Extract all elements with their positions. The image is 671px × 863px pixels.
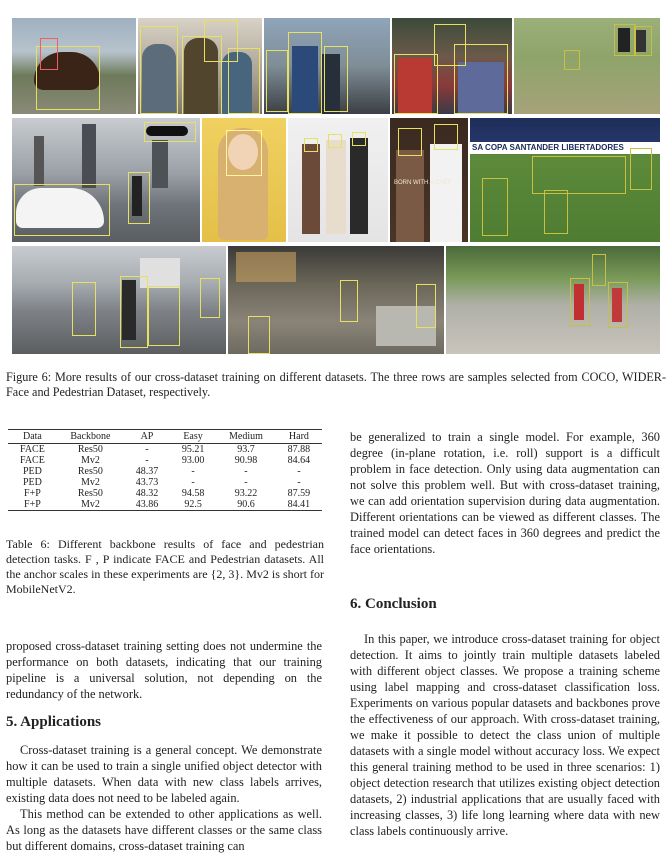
table-header-row xyxy=(8,430,322,444)
section-heading-applications: 5. Applications xyxy=(6,714,102,730)
table-row xyxy=(8,499,322,511)
photo-park-path xyxy=(446,246,660,354)
table-cell: PED xyxy=(22,466,42,477)
table-row xyxy=(8,455,322,466)
table-row xyxy=(8,466,322,477)
table-cell: Res50 xyxy=(77,444,103,455)
col-header: AP xyxy=(124,430,170,444)
results-table xyxy=(8,429,322,511)
photo-street-night xyxy=(228,246,444,354)
table-cell: - xyxy=(244,466,248,477)
table-cell: 95.21 xyxy=(181,444,205,455)
table-cell: 43.73 xyxy=(135,477,159,488)
photo-helicopter-strip xyxy=(142,118,200,142)
table-cell: 90.98 xyxy=(234,455,258,466)
col-header: Backbone xyxy=(57,430,124,444)
table-cell: - xyxy=(191,477,195,488)
photo-market-people xyxy=(392,18,512,114)
photo-soccer-field xyxy=(470,118,660,242)
table-cell: F+P xyxy=(24,488,41,499)
figure-6-photo-grid xyxy=(12,18,660,354)
photo-horse-rider xyxy=(12,18,136,114)
section-heading-conclusion: 6. Conclusion xyxy=(350,596,437,612)
photo-band-group xyxy=(288,118,388,242)
col-header: Easy xyxy=(170,430,216,444)
table-cell: 48.37 xyxy=(135,466,159,477)
table-row xyxy=(8,444,322,456)
table-caption: Table 6: Different backbone results of face and pedestrian detection tasks. F , P indicate FACE and Pedestrian datasets. All the anchor scales in these experiments are {2, 3}. Mv2 is short for MobileNetV2. xyxy=(6,537,324,596)
right-paragraph-1: be generalized to train a single model. For example, 360 degree (in-plane rotation, i.e. roll) support is a difficult problem in face detection. Only using data augmentation can not solve this problem well. But with cross-dataset training, we can add orientation supervision during data augmentation. Different orientations can be viewed as different classes. The trained model can detect faces in 360 degrees and predict the face orientations. xyxy=(350,430,660,556)
table-cell: 90.6 xyxy=(237,499,255,510)
table-cell: 48.32 xyxy=(135,488,159,499)
table-cell: 43.86 xyxy=(135,499,159,510)
table-cell: Mv2 xyxy=(80,455,100,466)
left-paragraph-3: This method can be extended to other applications as well. As long as the datasets have different classes or the same class but different domains, cross-dataset training can xyxy=(6,807,322,853)
table-cell: - xyxy=(145,444,149,455)
table-cell: FACE xyxy=(20,455,45,466)
col-header: Hard xyxy=(276,430,322,444)
table-cell: - xyxy=(297,477,301,488)
table-cell: 94.58 xyxy=(181,488,205,499)
col-header: Medium xyxy=(216,430,276,444)
left-paragraph-1: proposed cross-dataset training setting does not undermine the performance on both datasets, indicating that our training pipeline is a universal solution, not depending on the redundancy of the network. xyxy=(6,639,322,701)
table-row xyxy=(8,488,322,499)
table-cell: - xyxy=(145,455,149,466)
table-cell: Res50 xyxy=(77,488,103,499)
table-cell: FACE xyxy=(20,444,45,455)
photo-blonde-woman xyxy=(202,118,286,242)
table-cell: 87.88 xyxy=(287,444,311,455)
table-cell: 93.22 xyxy=(234,488,258,499)
table-cell: Mv2 xyxy=(80,477,100,488)
table-cell: Res50 xyxy=(77,466,103,477)
col-header: Data xyxy=(8,430,57,444)
table-row xyxy=(8,477,322,488)
table-cell: - xyxy=(191,466,195,477)
table-cell: 93.00 xyxy=(181,455,205,466)
table-cell: 92.5 xyxy=(184,499,202,510)
table-cell: F+P xyxy=(24,499,41,510)
stadium-banner: SA COPA SANTANDER LIBERTADORES xyxy=(472,143,624,152)
figure-caption: Figure 6: More results of our cross-dataset training on different datasets. The three rows are samples selected from COCO, WIDER-Face and Pedestrian Dataset, respectively. xyxy=(6,370,666,399)
table-cell: - xyxy=(297,466,301,477)
photo-beach-field xyxy=(514,18,660,114)
photo-street-crowd xyxy=(264,18,390,114)
photo-group-people xyxy=(138,18,262,114)
table-cell: - xyxy=(244,477,248,488)
photo-street-pedestrians xyxy=(12,246,226,354)
table-cell: 93.7 xyxy=(237,444,255,455)
left-paragraph-2: Cross-dataset training is a general concept. We demonstrate how it can be used to train a single unified object detector with multiple datasets. When data with new class labels arrives, existing data does not need to be labeled again. xyxy=(6,743,322,805)
photo-chefs xyxy=(390,118,468,242)
table-cell: 87.59 xyxy=(287,488,311,499)
apron-text: BORN WITH A CHEF xyxy=(394,180,452,186)
table-cell: 84.64 xyxy=(287,455,311,466)
table-cell: PED xyxy=(22,477,42,488)
table-cell: 84.41 xyxy=(287,499,311,510)
table-cell: Mv2 xyxy=(80,499,100,510)
right-paragraph-2: In this paper, we introduce cross-dataset training for object detection. It aims to jointly train multiple datasets labeled with different object classes. We propose a training scheme using label mapping and cross-dataset classification loss. Experiments on various popular datasets and backbones prove the effectiveness of our approach. With cross-dataset training, we make it possible to detect the class union of multiple datasets with a single model without accuracy loss. We expect this general training method to be used in three scenarios: 1) object detection research that utilizes existing object detection datasets, 2) industrial applications that are usually faced with increasing classes, 3) life long learning where data with new class labels continuously arrive. xyxy=(350,632,660,838)
